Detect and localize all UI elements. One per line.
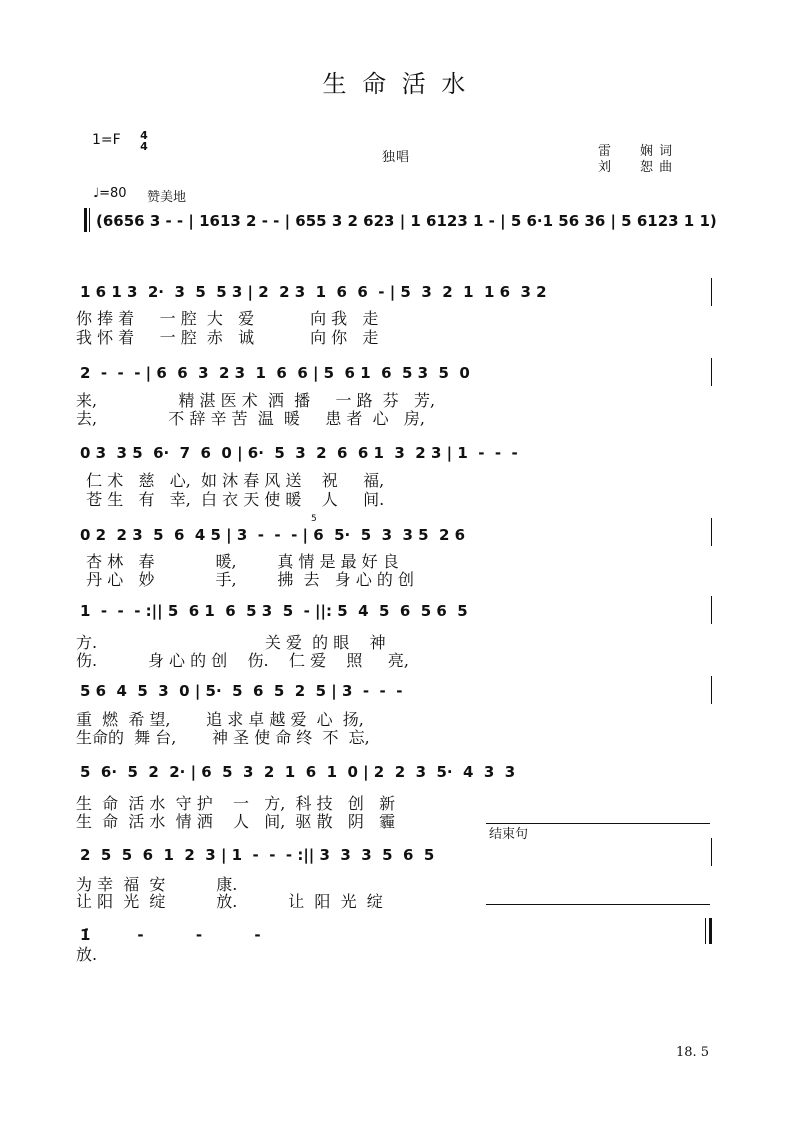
- staff-9-notes: 2 5 5 6 1 2 3 | 1 - - - :|| 3 3 3 5 6 5: [80, 846, 435, 864]
- grace-note: 5: [311, 514, 317, 524]
- lyricist-credit: 雷 娴 词: [598, 144, 674, 159]
- staff-3-end-barline: [711, 358, 712, 386]
- staff-4-notes: 0 3 3 5 6· 7 6 0 | 6· 5 3 2 6 6 1 3 2 3 | 1 - - -: [80, 444, 518, 462]
- staff-8-lyric-1: 生 命 活 水 守 护 一 方, 科 技 创 新: [76, 794, 396, 813]
- coda-label: 结束句: [489, 827, 529, 842]
- staff-7-lyric-1: 重 燃 希 望, 追 求 卓 越 爱 心 扬,: [76, 710, 364, 729]
- staff-10-lyric-1: 放.: [76, 945, 98, 964]
- staff-6-lyric-1: 方. 关 爱 的 眼 神: [76, 633, 386, 652]
- staff-2-lyric-1: 你 捧 着 一 腔 大 爱 向 我 走: [76, 309, 379, 328]
- expression-marking: 赞美地: [147, 190, 187, 205]
- staff-1-notes: (6656 3 - - | 1613 2 - - | 655 3 2 623 | 1 6123 1 - | 5 6·1 56 36 | 5 6123 1 1): [96, 212, 717, 230]
- staff-5-lyric-2: 丹 心 妙 手, 拂 去 身 心 的 创: [76, 570, 415, 589]
- key-signature: 1=F: [92, 132, 121, 148]
- staff-2-lyric-2: 我 怀 着 一 腔 赤 诚 向 你 走: [76, 328, 379, 347]
- staff-3-notes: 2 - - - | 6 6 3 2 3 1 6 6 | 5 6 1 6 5 3 5 0: [80, 364, 470, 382]
- staff-3-lyric-1: 来, 精 湛 医 术 洒 播 一 路 芬 芳,: [76, 391, 436, 410]
- staff-6-lyric-2: 伤. 身 心 的 创 伤. 仁 爱 照 亮,: [76, 651, 409, 670]
- page-number: 18. 5: [676, 1045, 710, 1060]
- final-barline-thin: [705, 918, 706, 944]
- staff-6-notes: 1 - - - :|| 5 6 1 6 5 3 5 - ||: 5 4 5 6 5 6 5: [80, 602, 468, 620]
- time-signature: [138, 130, 150, 152]
- staff-7-end-barline: [711, 676, 712, 704]
- staff-7-lyric-2: 生命的 舞 台, 神 圣 使 命 终 不 忘,: [76, 728, 370, 747]
- coda-bracket-line-2: [486, 904, 710, 905]
- staff-4-lyric-2: 苍 生 有 幸, 白 衣 天 使 暖 人 间.: [76, 490, 385, 509]
- composer-credit: 刘 恕 曲: [598, 160, 674, 175]
- staff-9-lyric-1: 为 幸 福 安 康.: [76, 875, 238, 894]
- performance-type: 独唱: [382, 150, 411, 165]
- staff-5-notes: 0 2 2 3 5 6 4 5 | 3 - - - | 6 5· 5 3 3 5 2 6: [80, 526, 466, 544]
- staff-3-lyric-2: 去, 不 辞 辛 苦 温 暖 患 者 心 房,: [76, 409, 425, 428]
- time-signature-bottom: 4: [140, 140, 148, 153]
- staff-2-end-barline: [711, 278, 712, 306]
- staff-6-end-barline: [711, 596, 712, 624]
- staff-5-end-barline: [711, 518, 712, 546]
- staff-4-lyric-1: 仁 术 慈 心, 如 沐 春 风 送 祝 福,: [76, 471, 385, 490]
- staff-8-notes: 5 6· 5 2 2· | 6 5 3 2 1 6 1 0 | 2 2 3 5· 4 3 3: [80, 763, 516, 781]
- staff-5-lyric-1: 杏 林 春 暖, 真 情 是 最 好 良: [76, 552, 399, 571]
- staff-8-lyric-2: 生 命 活 水 情 洒 人 间, 驱 散 阴 霾: [76, 812, 396, 831]
- staff-7-notes: 5 6 4 5 3 0 | 5· 5 6 5 2 5 | 3 - - -: [80, 682, 403, 700]
- start-repeat-barline: [84, 208, 87, 232]
- song-title: 生 命 活 水: [322, 70, 470, 98]
- staff-9-lyric-2: 让 阳 光 绽 放. 让 阳 光 绽: [76, 892, 383, 911]
- start-barline: [89, 208, 90, 232]
- final-barline-thick: [709, 918, 712, 944]
- staff-9-end-barline: [711, 838, 712, 866]
- staff-2-notes: 1 6 1 3 2· 3 5 5 3 | 2 2 3 1 6 6 - | 5 3 2 1 1 6 3 2: [80, 283, 547, 301]
- tempo-marking: ♩=80: [93, 186, 127, 201]
- staff-10-notes: 1̇ - - -: [80, 926, 261, 944]
- time-signature-top: 4: [140, 129, 148, 142]
